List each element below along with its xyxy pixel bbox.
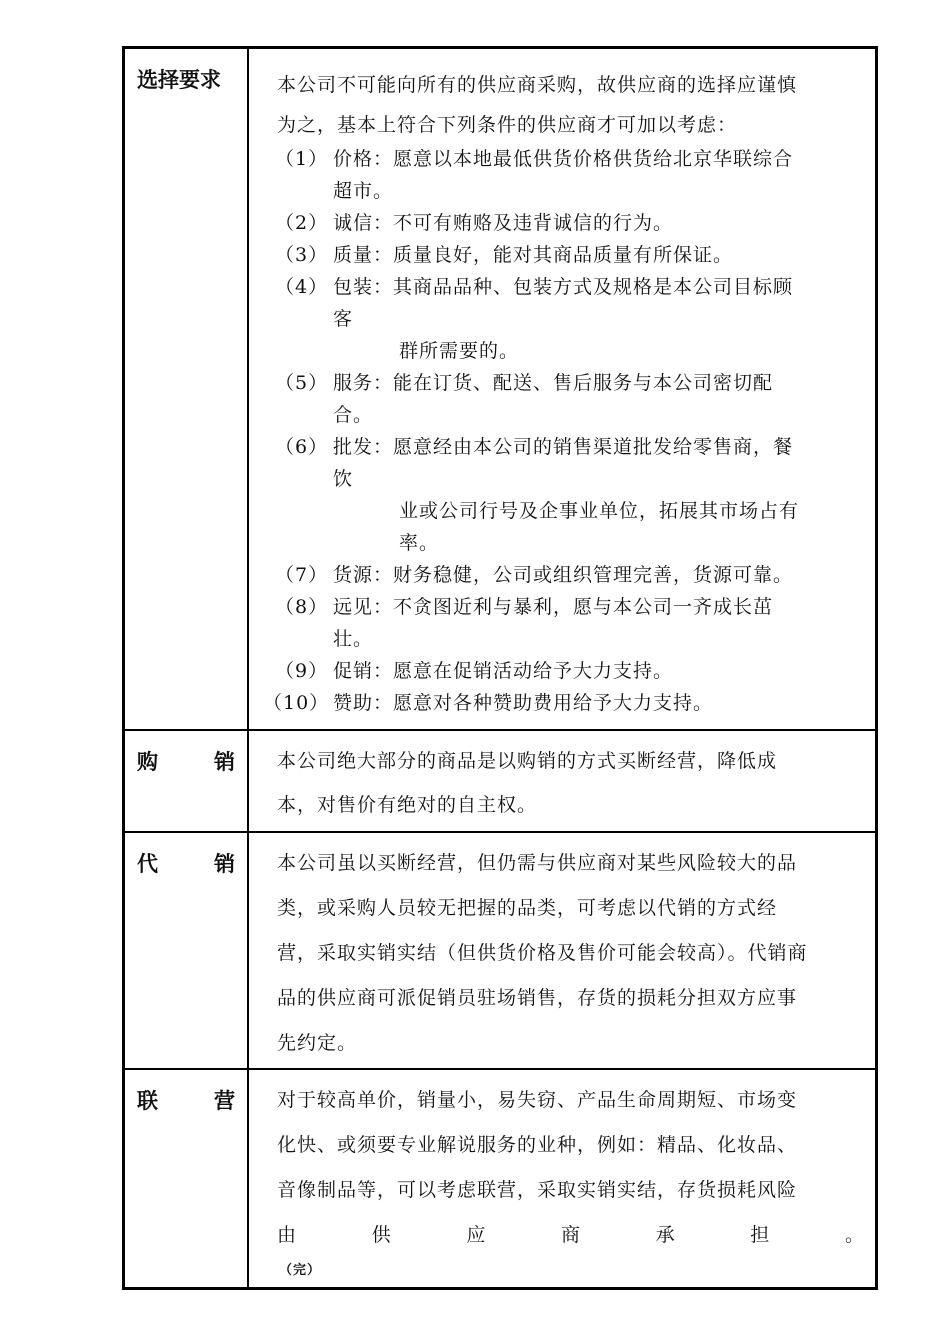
item-text: 服务：能在订货、配送、售后服务与本公司密切配	[333, 372, 774, 394]
item-number: （2）	[275, 212, 329, 234]
label-char: 联	[137, 1089, 158, 1113]
row-label	[125, 833, 247, 879]
item-text: 质量：质量良好，能对其商品质量有所保证。	[333, 244, 734, 266]
item-text: 价格：愿意以本地最低供货价格供货给北京华联综合	[333, 148, 794, 170]
item-number: （10）	[263, 692, 330, 714]
list-item	[277, 559, 865, 591]
list-item	[277, 271, 865, 367]
row-label	[125, 1070, 247, 1116]
content-cell	[248, 832, 877, 1069]
item-text: 饮	[333, 468, 354, 490]
item-continuation: 率。	[399, 532, 440, 554]
joint-operation-content	[249, 1070, 875, 1287]
text-line: 音像制品等，可以考虑联营，采取实销实结，存货损耗风险	[277, 1179, 798, 1201]
intro-line: 本公司不可能向所有的供应商采购，故供应商的选择应谨慎	[277, 74, 798, 96]
end-mark: （完）	[279, 1263, 322, 1278]
purchase-sale-content	[249, 731, 875, 831]
content-cell	[248, 1069, 877, 1289]
consignment-content	[249, 833, 875, 1068]
row-label: 选择要求	[137, 68, 221, 92]
list-item	[277, 591, 865, 655]
item-text: 超市。	[333, 180, 394, 202]
spread-char: 商	[560, 1224, 581, 1246]
label-char: 销	[214, 750, 235, 774]
list-item	[277, 431, 865, 559]
item-number: （6）	[275, 436, 329, 458]
label-cell	[124, 730, 249, 832]
spread-char: 应	[466, 1224, 487, 1246]
row-consignment	[124, 832, 877, 1069]
content-cell	[248, 48, 877, 731]
item-continuation: 业或公司行号及企事业单位，拓展其市场占有	[399, 500, 800, 522]
item-text: 包装：其商品品种、包装方式及规格是本公司目标顾	[333, 276, 794, 298]
text-line: 类，或采购人员较无把握的品类，可考虑以代销的方式经	[277, 897, 778, 919]
list-item	[277, 239, 865, 271]
row-selection-requirements	[124, 48, 877, 731]
list-item	[263, 687, 865, 719]
criteria-list	[263, 143, 865, 719]
item-number: （9）	[275, 660, 329, 682]
item-number: （3）	[275, 244, 329, 266]
content-cell	[248, 730, 877, 832]
document-table	[122, 46, 878, 1290]
item-number: （4）	[275, 276, 329, 298]
item-text: 壮。	[333, 628, 374, 650]
row-label	[125, 731, 247, 777]
label-char: 营	[214, 1089, 235, 1113]
row-joint-operation	[124, 1069, 877, 1289]
item-text: 赞助：愿意对各种赞助费用给予大力支持。	[333, 692, 714, 714]
text-line: 先约定。	[277, 1032, 358, 1054]
label-cell	[124, 832, 249, 1069]
item-text: 货源：财务稳健，公司或组织管理完善，货源可靠。	[333, 564, 794, 586]
text-line: 本公司虽以买断经营，但仍需与供应商对某些风险较大的品	[277, 852, 798, 874]
spread-text-line	[277, 1213, 865, 1257]
item-text: 远见：不贪图近利与暴利，愿与本公司一齐成长茁	[333, 596, 774, 618]
text-line: 本，对售价有绝对的自主权。	[277, 794, 538, 816]
list-item	[277, 207, 865, 239]
item-continuation: 群所需要的。	[399, 340, 520, 362]
text-line: 营，采取实销实结（但供货价格及售价可能会较高）。代销商	[277, 942, 808, 964]
item-text: 合。	[333, 404, 374, 426]
list-item	[277, 143, 865, 207]
text-line: 品的供应商可派促销员驻场销售，存货的损耗分担双方应事	[277, 987, 798, 1009]
item-text: 批发：愿意经由本公司的销售渠道批发给零售商，餐	[333, 436, 794, 458]
label-char: 购	[137, 750, 158, 774]
row-purchase-sale	[124, 730, 877, 832]
spread-char: 由	[277, 1224, 298, 1246]
spread-char: 担	[750, 1224, 771, 1246]
label-char: 销	[214, 852, 235, 876]
label-cell	[124, 48, 249, 731]
item-text: 诚信：不可有贿赂及违背诚信的行为。	[333, 212, 674, 234]
item-text: 促销：愿意在促销活动给予大力支持。	[333, 660, 674, 682]
list-item	[277, 367, 865, 431]
spread-char: 供	[371, 1224, 392, 1246]
item-number: （5）	[275, 372, 329, 394]
item-text: 客	[333, 308, 354, 330]
item-number: （7）	[275, 564, 329, 586]
spread-char: 承	[655, 1224, 676, 1246]
label-cell	[124, 1069, 249, 1289]
intro-line: 为之，基本上符合下列条件的供应商才可加以考虑：	[277, 114, 738, 136]
selection-content	[249, 49, 875, 729]
text-line: 化快、或须要专业解说服务的业种，例如：精品、化妆品、	[277, 1134, 798, 1156]
item-number: （8）	[275, 596, 329, 618]
spread-char: 。	[844, 1224, 865, 1246]
text-line: 本公司绝大部分的商品是以购销的方式买断经营，降低成	[277, 750, 778, 772]
item-number: （1）	[275, 148, 329, 170]
label-char: 代	[137, 852, 158, 876]
text-line: 对于较高单价，销量小，易失窃、产品生命周期短、市场变	[277, 1089, 798, 1111]
list-item	[277, 655, 865, 687]
